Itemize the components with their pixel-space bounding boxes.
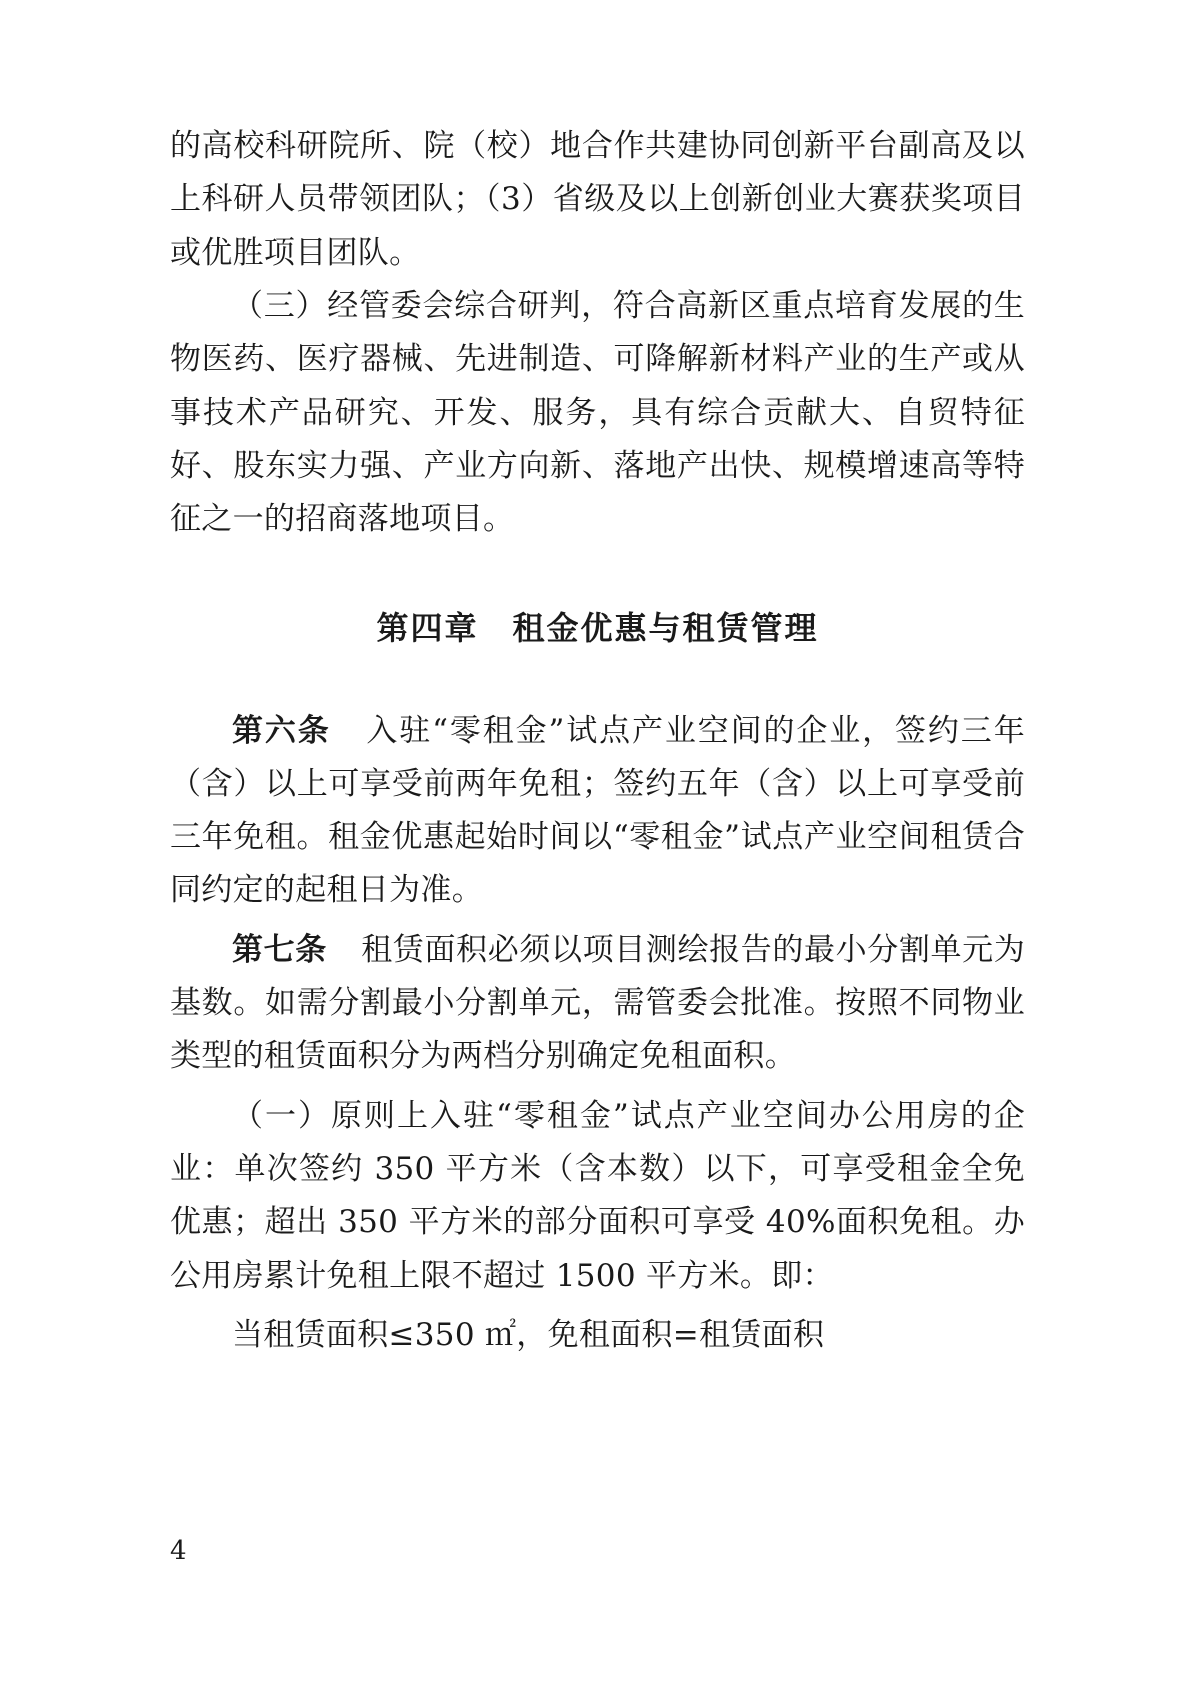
- paragraph-continuation: 的高校科研院所、院（校）地合作共建协同创新平台副高及以上科研人员带领团队；（3）省级及以上创新创业大赛获奖项目或优胜项目团队。: [170, 128, 1025, 271]
- article-seven: [170, 924, 1025, 1084]
- paragraph-item-one: （一）原则上入驻“零租金”试点产业空间办公用房的企业：单次签约 350 平方米（含本数）以下，可享受租金全免优惠；超出 350 平方米的部分面积可享受 40%面积免租。办公用房累计免租上限不超过 1500 平方米。即：: [170, 1097, 1025, 1294]
- article-six-text: 入驻“零租金”试点产业空间的企业，签约三年（含）以上可享受前两年免租；签约五年（含）以上可享受前三年免租。租金优惠起始时间以“零租金”试点产业空间租赁合同约定的起租日为准。: [170, 712, 1025, 909]
- document-body: [170, 120, 1025, 1362]
- chapter-heading: 第四章 租金优惠与租赁管理: [376, 608, 819, 647]
- spacer-after-chapter: [170, 649, 1025, 705]
- article-seven-text: 租赁面积必须以项目测绘报告的最小分割单元为基数。如需分割最小分割单元，需管委会批准。按照不同物业类型的租赁面积分为两档分别确定免租面积。: [170, 931, 1025, 1075]
- paragraph-item-three: （三）经管委会综合研判，符合高新区重点培育发展的生物医药、医疗器械、先进制造、可降解新材料产业的生产或从事技术产品研究、开发、服务，具有综合贡献大、自贸特征好、股东实力强、产业方向新、落地产出快、规模增速高等特征之一的招商落地项目。: [170, 287, 1025, 538]
- spacer-before-chapter: [170, 547, 1025, 603]
- formula-line: 当租赁面积≤350 ㎡，免租面积=租赁面积: [232, 1316, 825, 1353]
- article-six-label: 第六条: [232, 712, 331, 749]
- article-seven-label: 第七条: [232, 931, 327, 968]
- page-number: 4: [170, 1536, 187, 1566]
- article-six: [170, 705, 1025, 918]
